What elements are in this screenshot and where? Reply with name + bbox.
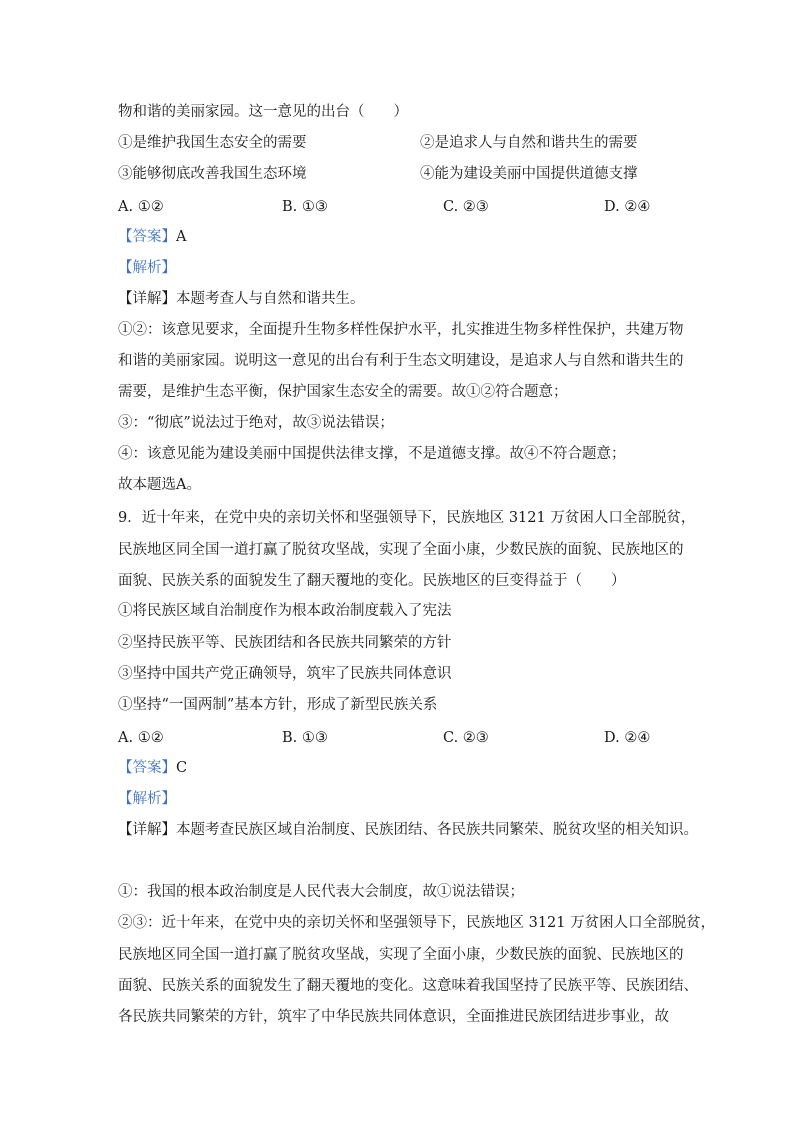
q9-option-3: ③坚持中国共产党正确领导，筑牢了民族共同体意识 [118,666,452,682]
q9-stem-1: 9．近十年来，在党中央的亲切关怀和坚强领导下，民族地区 3121 万贫困人口全部脱贫， [118,510,696,526]
q9-detail-label: 【详解】 [118,822,176,838]
q9-stem-2: 民族地区同全国一道打赢了脱贫攻坚战，实现了全面小康，少数民族的面貌、民族地区的 [118,542,684,558]
q9-choice-d: D. ②④ [604,730,651,746]
q9-option-1: ①将民族区域自治制度作为根本政治制度载入了宪法 [118,603,452,619]
q8-analysis-label [118,258,694,278]
q8-explanation-1: ①②：该意见要求，全面提升生物多样性保护水平，扎实推进生物多样性保护，共建万物 [118,322,684,338]
q9-choice-b: B. ①③ [282,730,328,746]
q8-answer [118,227,694,247]
q9-explanation-2: ②③：近十年来，在党中央的亲切关怀和坚强领导下，民族地区 3121 万贫困人口全部脱贫， [118,915,716,931]
q8-answer-value: A [176,229,187,245]
q8-explanation-6: 故本题选A。 [118,477,201,493]
q9-answer [118,758,694,778]
q8-detail [118,289,694,309]
q9-choice-a: A. ①② [118,730,164,746]
q8-option-1: ①是维护我国生态安全的需要 [118,135,307,151]
q9-answer-value: C [176,760,188,776]
q8-choice-a: A. ①② [118,199,164,215]
q8-choice-b: B. ①③ [282,199,328,215]
q8-detail-label: 【详解】 [118,291,176,307]
q9-option-2: ②坚持民族平等、民族团结和各民族共同繁荣的方针 [118,635,452,651]
q8-option-2: ②是追求人与自然和谐共生的需要 [420,135,638,151]
q8-explanation-3: 需要，是维护生态平衡，保护国家生态安全的需要。故①②符合题意； [118,384,568,400]
q9-choice-c: C. ②③ [443,730,489,746]
q8-stem-tail: 物和谐的美丽家园。这一意见的出台（ ） [118,104,408,120]
q9-stem-3: 面貌、民族关系的面貌发生了翻天覆地的变化。民族地区的巨变得益于（ ） [118,573,626,589]
q9-option-4: ①坚持“一国两制”基本方针，形成了新型民族关系 [118,697,438,713]
q9-explanation-4: 面貌、民族关系的面貌发生了翻天覆地的变化。这意味着我国坚持了民族平等、民族团结、 [118,978,698,994]
q8-option-3: ③能够彻底改善我国生态环境 [118,166,307,182]
q9-explanation-1: ①：我国的根本政治制度是人民代表大会制度，故①说法错误； [118,884,524,900]
q8-answer-label: 【答案】 [118,229,176,245]
q9-detail-text: 本题考查民族区域自治制度、民族团结、各民族共同繁荣、脱贫攻坚的相关知识。 [176,822,698,838]
q8-choice-c: C. ②③ [443,199,489,215]
q9-detail [118,820,698,840]
q9-analysis-tag: 【解析】 [118,791,176,807]
q9-answer-label: 【答案】 [118,760,176,776]
q8-choice-d: D. ②④ [604,199,651,215]
q9-analysis-label [118,789,694,809]
q8-explanation-4: ③：“彻底”说法过于绝对，故③说法错误； [118,415,394,431]
q9-explanation-3: 民族地区同全国一道打赢了脱贫攻坚战，实现了全面小康，少数民族的面貌、民族地区的 [118,947,684,963]
q8-explanation-2: 和谐的美丽家园。说明这一意见的出台有利于生态文明建设，是追求人与自然和谐共生的 [118,353,684,369]
q8-detail-text: 本题考查人与自然和谐共生。 [176,291,365,307]
q8-analysis-tag: 【解析】 [118,260,176,276]
q9-explanation-5: 各民族共同繁荣的方针，筑牢了中华民族共同体意识，全面推进民族团结进步事业，故 [118,1009,669,1025]
q8-explanation-5: ④：该意见能为建设美丽中国提供法律支撑，不是道德支撑。故④不符合题意； [118,446,626,462]
q8-option-4: ④能为建设美丽中国提供道德支撑 [420,166,638,182]
